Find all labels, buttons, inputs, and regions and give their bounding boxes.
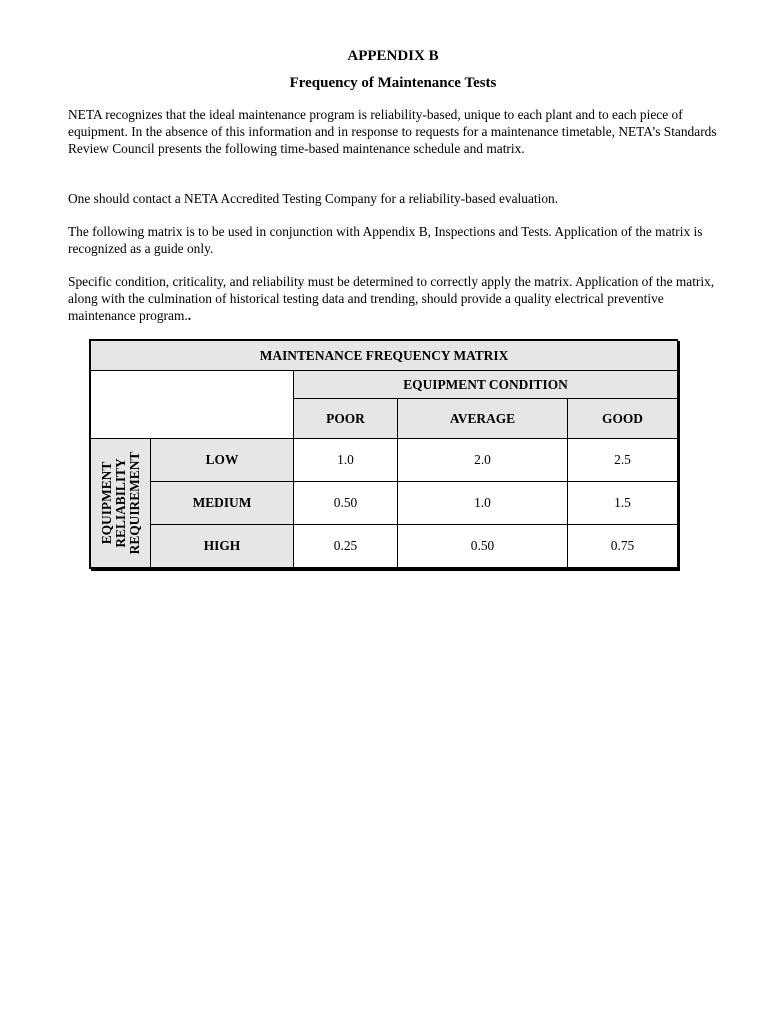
cell-low-poor: 1.0 <box>294 439 398 482</box>
maintenance-frequency-matrix <box>89 339 678 569</box>
appendix-subtitle: Frequency of Maintenance Tests <box>289 75 497 91</box>
cell-medium-good: 1.5 <box>568 482 678 525</box>
row-label-high: HIGH <box>151 525 294 568</box>
cell-medium-average: 1.0 <box>398 482 568 525</box>
row-label-medium: MEDIUM <box>151 482 294 525</box>
cell-high-poor: 0.25 <box>294 525 398 568</box>
paragraph-application-period: . <box>187 308 192 324</box>
appendix-title: APPENDIX B <box>347 48 439 64</box>
matrix-table <box>90 340 678 568</box>
row-group-line-2: RELIABILITY <box>112 458 128 548</box>
reliability-requirement-label <box>100 452 142 555</box>
cell-high-good: 0.75 <box>568 525 678 568</box>
equipment-condition-header: EQUIPMENT CONDITION <box>294 371 678 399</box>
row-group-line-1: EQUIPMENT <box>98 461 114 545</box>
column-header-average: AVERAGE <box>398 399 568 439</box>
row-label-low: LOW <box>151 439 294 482</box>
matrix-corner-blank <box>91 371 294 439</box>
paragraph-application-text: Specific condition, criticality, and reliability must be determined to correctly apply the matrix. Application of the matrix, along with the culmination of historical testing data and trending, should provide a quality electrical preventive maintenance program. <box>68 274 715 324</box>
column-header-poor: POOR <box>294 399 398 439</box>
reliability-requirement-header <box>91 439 151 568</box>
cell-high-average: 0.50 <box>398 525 568 568</box>
paragraph-usage: The following matrix is to be used in conjunction with Appendix B, Inspections and Tests. Application of the matrix is recognized as a guide only. <box>68 224 703 257</box>
column-header-good: GOOD <box>568 399 678 439</box>
paragraph-application <box>68 273 718 325</box>
cell-medium-poor: 0.50 <box>294 482 398 525</box>
cell-low-good: 2.5 <box>568 439 678 482</box>
paragraph-contact: One should contact a NETA Accredited Testing Company for a reliability-based evaluation. <box>68 191 559 206</box>
cell-low-average: 2.0 <box>398 439 568 482</box>
matrix-title: MAINTENANCE FREQUENCY MATRIX <box>91 341 678 371</box>
paragraph-intro: NETA recognizes that the ideal maintenance program is reliability-based, unique to each plant and to each piece of equipment. In the absence of this information and in response to requests for a maintenance timetable, NETA’s Standards Review Council presents the following time-based maintenance schedule and matrix. <box>68 107 717 157</box>
row-group-line-3: REQUIREMENT <box>126 451 142 555</box>
